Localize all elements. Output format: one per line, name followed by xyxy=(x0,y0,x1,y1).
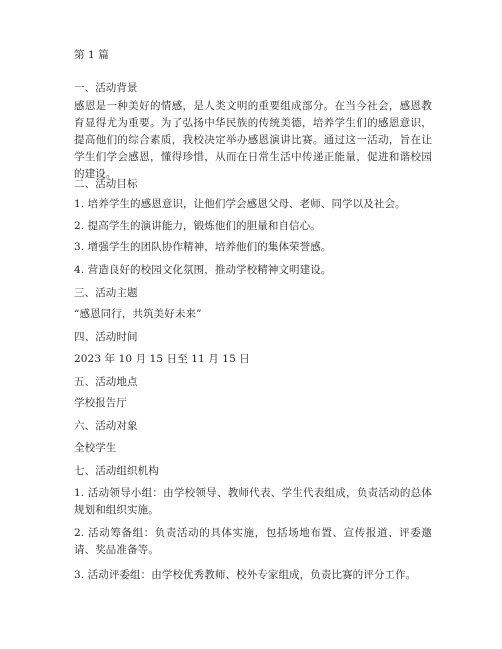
goal-item-3: 3. 增强学生的团队协作精神，培养他们的集体荣誉感。 xyxy=(74,241,332,253)
section-heading-background: 一、活动背景 xyxy=(74,82,138,94)
location-value: 学校报告厅 xyxy=(74,397,127,409)
time-value: 2023 年 10 月 15 日至 11 月 15 日 xyxy=(74,353,250,365)
section-heading-theme: 三、活动主题 xyxy=(74,287,138,299)
section-heading-time: 四、活动时间 xyxy=(74,331,138,343)
organization-item-3: 3. 活动评委组：由学校优秀教师、校外专家组成，负责比赛的评分工作。 xyxy=(74,569,417,581)
goal-item-1: 1. 培养学生的感恩意识，让他们学会感恩父母、老师、同学以及社会。 xyxy=(74,198,406,210)
part-label: 第 1 篇 xyxy=(74,49,109,61)
goal-item-4: 4. 营造良好的校园文化氛围，推动学校精神文明建设。 xyxy=(74,264,332,276)
section-heading-goals: 二、活动目标 xyxy=(74,178,138,190)
goal-item-2: 2. 提高学生的演讲能力，锻炼他们的胆量和自信心。 xyxy=(74,220,321,232)
audience-value: 全校学生 xyxy=(74,442,117,454)
background-paragraph: 感恩是一种美好的情感，是人类文明的重要组成部分。在当今社会，感恩教育显得尤为重要。为了弘扬中华民族的传统美德，培养学生们的感恩意识，提高他们的综合素质，我校决定举办感恩演讲比赛。通过这一活动，旨在让学生们学会感恩，懂得珍惜，从而在日常生活中传递正能量，促进和谐校园的建设。 xyxy=(74,100,432,180)
theme-value: “感恩同行，共筑美好未来” xyxy=(74,308,202,320)
section-heading-audience: 六、活动对象 xyxy=(74,420,138,432)
section-heading-location: 五、活动地点 xyxy=(74,376,138,388)
organization-item-2: 2. 活动筹备组：负责活动的具体实施，包括场地布置、宣传报道、评委邀请、奖品准备等。 xyxy=(74,527,432,556)
organization-item-1: 1. 活动领导小组：由学校领导、教师代表、学生代表组成，负责活动的总体规划和组织实施。 xyxy=(74,487,432,516)
section-heading-organization: 七、活动组织机构 xyxy=(74,465,159,477)
